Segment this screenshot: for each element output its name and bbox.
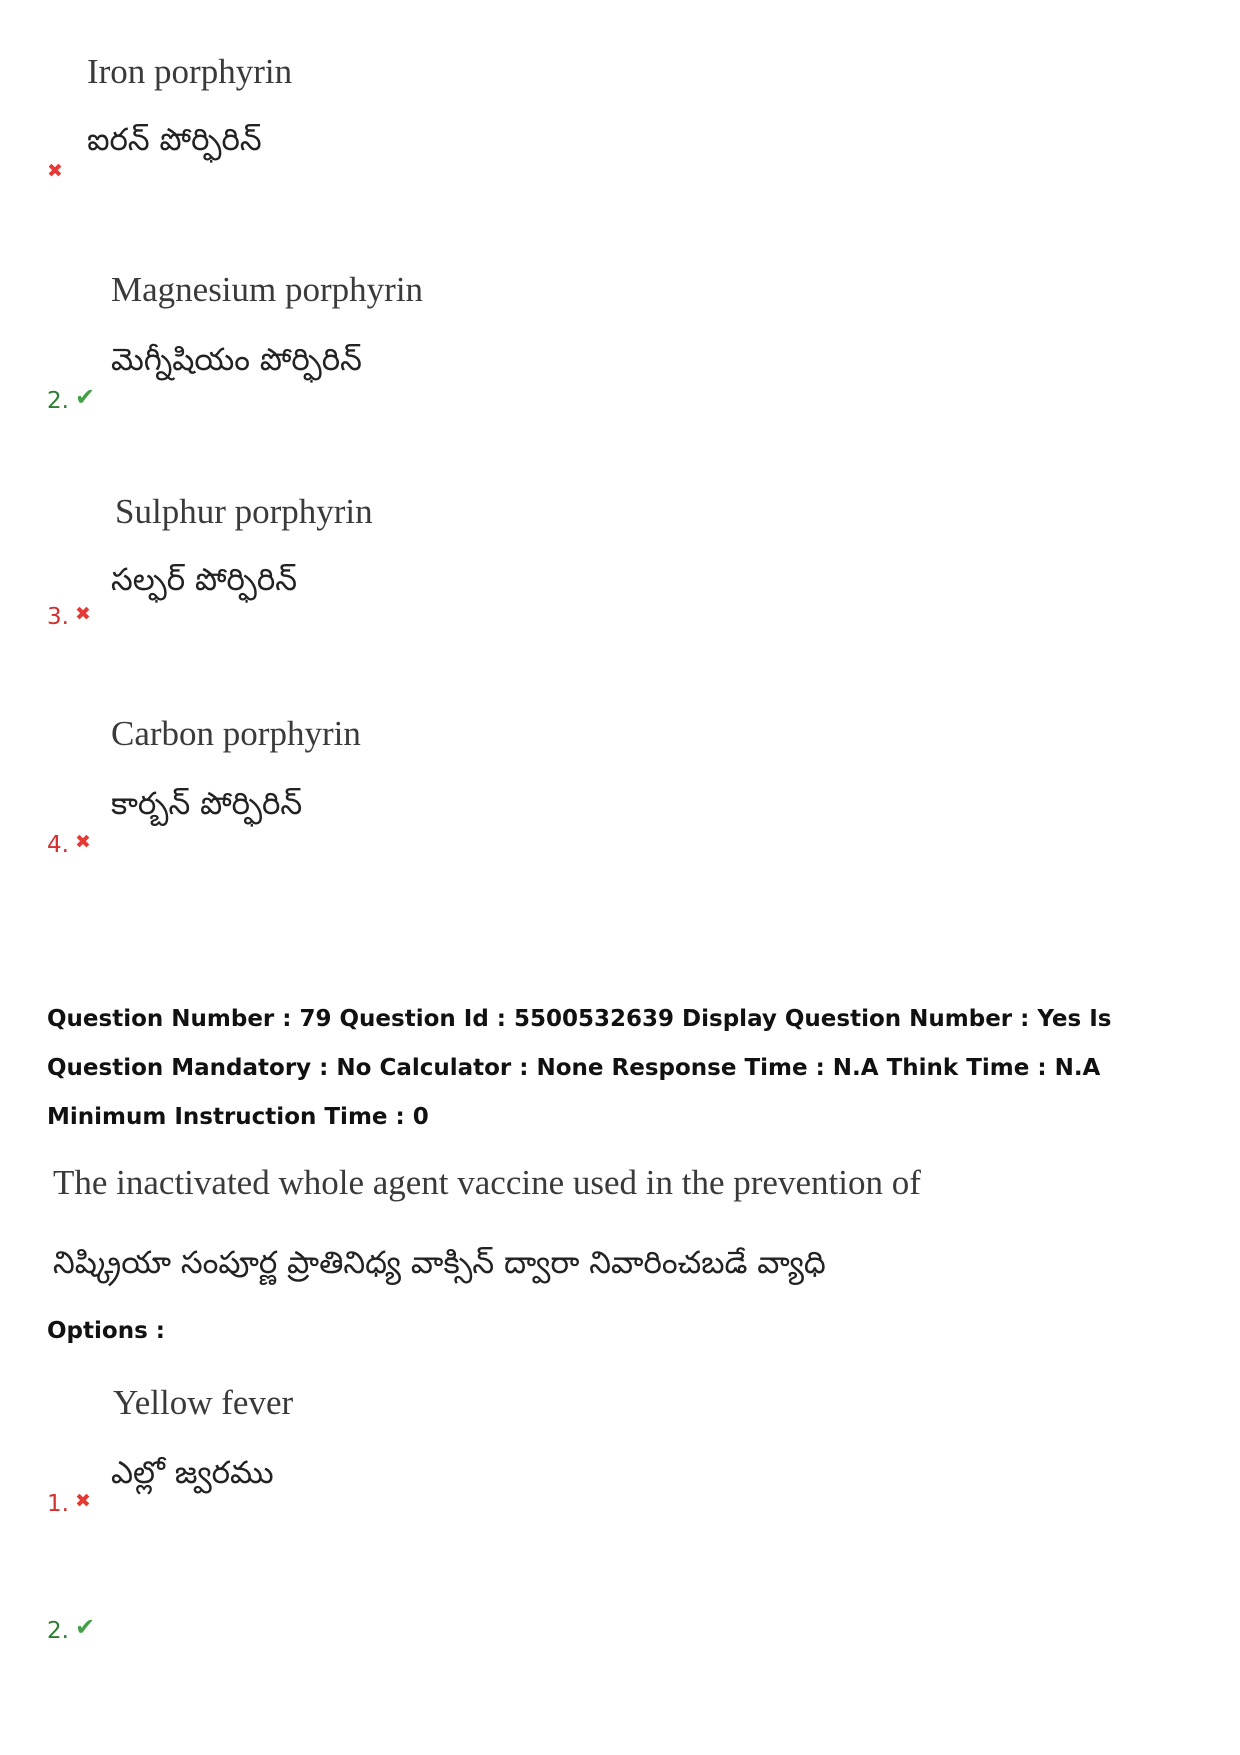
option-telugu-text: ఎల్లో జ్వరము [111,1455,274,1491]
option-telugu-text: ఐరన్ పోర్ఫిరిన్ [87,122,262,158]
option-english-text: Sulphur porphyrin [115,492,373,531]
option-number: 2. [47,388,69,414]
option-number: 3. [47,604,69,630]
question-metadata: Question Number : 79 Question Id : 5500532639 Display Question Number : Yes Is Question Mandatory : No Calculator : None Response Time : N.A Think Time : N.A Minimum Instruction Time : 0 [47,1006,1112,1130]
option-status [47,160,63,187]
option-number: 1. [47,1491,69,1517]
option-telugu-text: సల్ఫర్ పోర్ఫిరిన్ [111,562,297,598]
option-number: 2. [47,1618,69,1644]
option-status [47,1613,95,1644]
option-telugu-text: మెగ్నీషియం పోర్ఫిరిన్ [111,342,362,378]
option-telugu-text: కార్బన్ పోర్ఫిరిన్ [111,786,303,822]
option-status [47,831,91,858]
cross-icon: ✖ [74,1490,91,1512]
cross-icon: ✖ [74,603,91,625]
check-icon: ✔ [74,1613,96,1641]
option-status [47,1490,91,1517]
option-english-text: Magnesium porphyrin [111,270,424,309]
option-english-text: Yellow fever [113,1383,294,1422]
option-status [47,603,91,630]
option-status [47,383,95,414]
option-english-text: Iron porphyrin [87,52,293,91]
check-icon: ✔ [74,383,96,411]
cross-icon: ✖ [47,160,63,182]
options-label: Options : [47,1318,165,1344]
question-telugu-text: నిష్క్రియా సంపూర్ణ ప్రాతినిధ్య వాక్సిన్ ద్వారా నివారించబడే వ్యాధి [53,1245,826,1281]
cross-icon: ✖ [74,831,91,853]
question-english-text: The inactivated whole agent vaccine used in the prevention of [53,1163,921,1202]
option-english-text: Carbon porphyrin [111,714,361,753]
option-number: 4. [47,832,69,858]
